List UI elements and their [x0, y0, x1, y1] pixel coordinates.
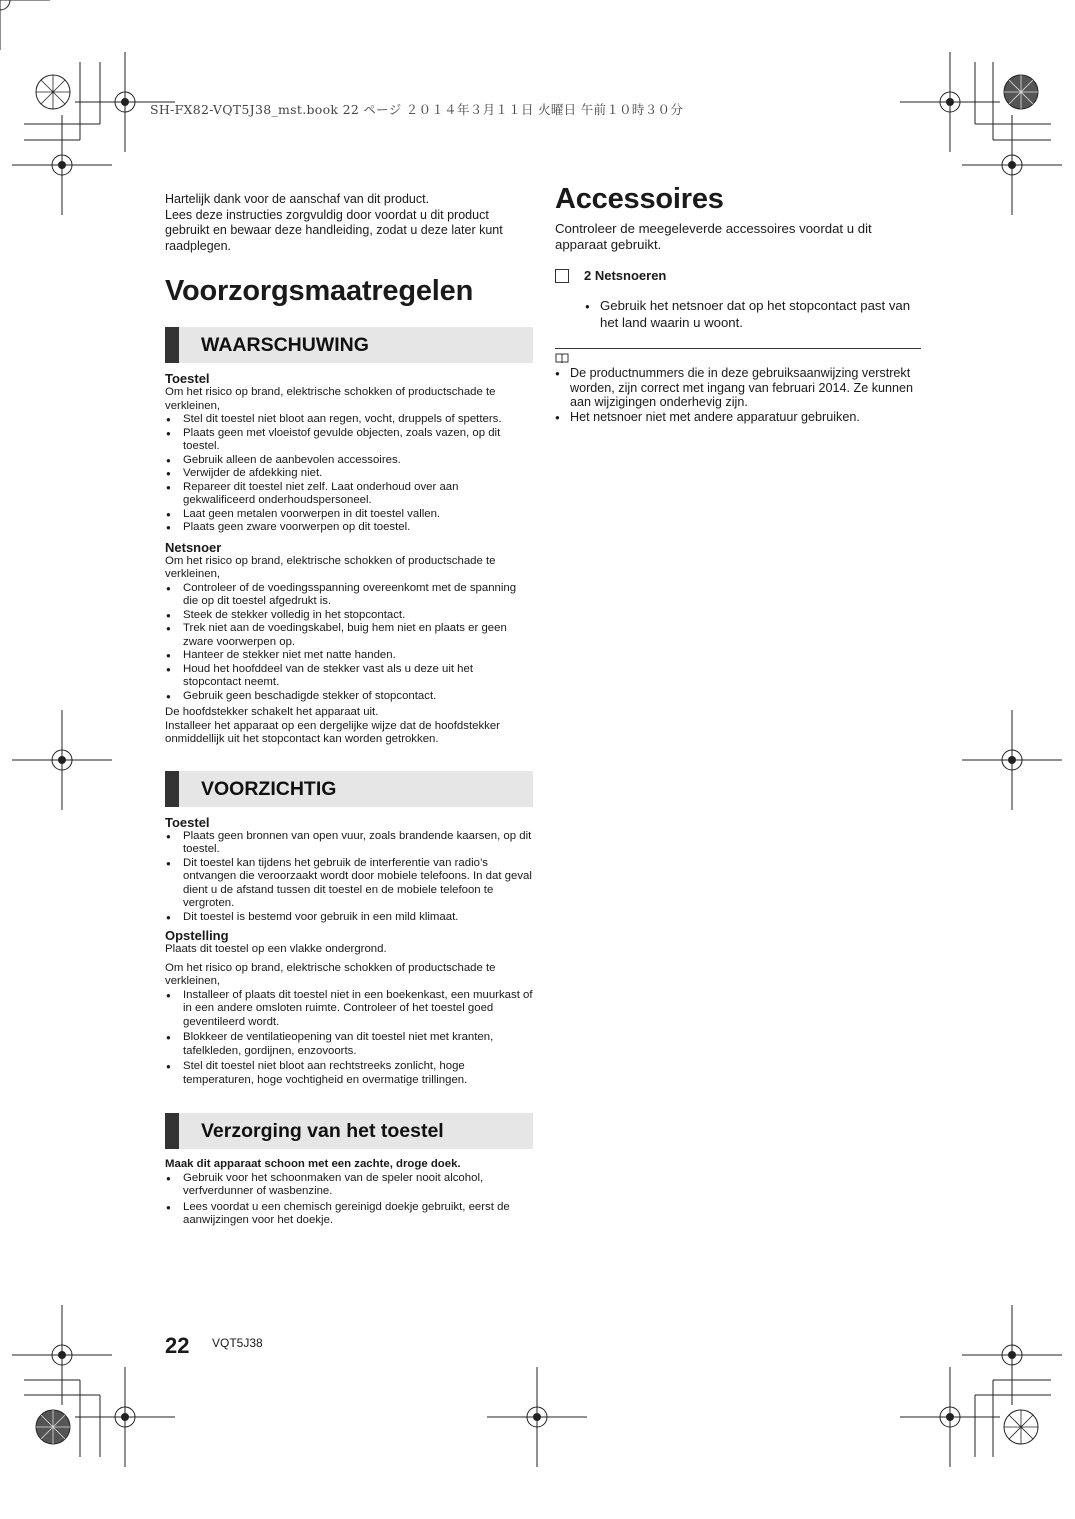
list-item: ● Laat geen metalen voorwerpen in dit toestel vallen. [165, 508, 533, 522]
book-icon [555, 353, 569, 364]
caution-opstelling-list [165, 989, 533, 1088]
list-item: ● Verwijder de afdekking niet. [165, 467, 533, 481]
list-item: ● Gebruik alleen de aanbevolen accessoires. [165, 454, 533, 468]
caution-toestel-title: Toestel [165, 814, 210, 830]
list-item: ● De productnummers die in deze gebruiksaanwijzing verstrekt worden, zijn correct met ingang van februari 2014. Ze kunnen aan wijzigingen onderhevig zijn. [555, 366, 921, 410]
checkbox-icon [555, 269, 569, 283]
list-item: ● Controleer of de voedingsspanning overeenkomt met de spanning die op dit toestel afgedrukt is. [165, 582, 533, 609]
list-item: ● Stel dit toestel niet bloot aan rechtstreeks zonlicht, hoge temperaturen, hoge vochtigheid en overmatige trillingen. [165, 1060, 533, 1087]
intro-line-2: Lees deze instructies zorgvuldig door voordat u dit product gebruikt en bewaar deze handleiding, zodat u deze later kunt raadplegen. [165, 207, 503, 253]
document-code: VQT5J38 [212, 1336, 263, 1350]
list-item: ● Plaats geen zware voorwerpen op dit toestel. [165, 521, 533, 535]
list-item: ● Trek niet aan de voedingskabel, buig hem niet en plaats er geen zware voorwerpen op. [165, 622, 533, 649]
list-item: ● Plaats geen met vloeistof gevulde objecten, zoals vazen, op dit toestel. [165, 427, 533, 454]
list-item: ● Het netsnoer niet met andere apparatuur gebruiken. [555, 410, 921, 425]
right-column [555, 183, 921, 424]
warning-toestel-title: Toestel [165, 371, 210, 386]
notes-divider [555, 348, 921, 349]
accessory-note-list [585, 298, 921, 331]
print-slug: SH-FX82-VQT5J38_mst.book 22 ページ ２０１４年３月１１日 火曜日 午前１０時３０分 [150, 102, 684, 117]
heading-bar [165, 327, 179, 363]
warning-toestel-list [165, 413, 533, 535]
warning-heading [165, 327, 533, 363]
warning-toestel-text: Om het risico op brand, elektrische schokken of productschade te verkleinen, [165, 386, 496, 412]
caution-heading [165, 771, 533, 807]
intro-line-1: Hartelijk dank voor de aanschaf van dit product. [165, 192, 430, 206]
list-item: ● Hanteer de stekker niet met natte handen. [165, 649, 533, 663]
list-item: ● Dit toestel kan tijdens het gebruik de interferentie van radio’s ontvangen die veroorzaakt wordt door mobiele telefoons. In dat geval dient u de afstand tussen dit toestel en de mobiele telefoon te vergroten. [165, 857, 533, 911]
caution-opstelling-title: Opstelling [165, 928, 229, 943]
heading-bar [165, 1113, 179, 1149]
caution-heading-label: VOORZICHTIG [201, 777, 337, 800]
notes-list [555, 366, 921, 424]
warning-netsnoer-title: Netsnoer [165, 539, 222, 555]
list-item: ● Gebruik het netsnoer dat op het stopcontact past van het land waarin u woont. [585, 298, 921, 331]
list-item: ● Repareer dit toestel niet zelf. Laat onderhoud over aan gekwalificeerd onderhoudspersoneel. [165, 481, 533, 508]
warning-after-2: Installeer het apparaat op een dergelijke wijze dat de hoofdstekker onmiddellijk uit het stopcontact kan worden getrokken. [165, 719, 500, 745]
list-item: ● Gebruik geen beschadigde stekker of stopcontact. [165, 690, 533, 704]
warning-heading-label: WAARSCHUWING [201, 334, 369, 356]
list-item: ● Houd het hoofddeel van de stekker vast als u deze uit het stopcontact neemt. [165, 663, 533, 690]
list-item: ● Gebruik voor het schoonmaken van de speler nooit alcohol, verfverdunner of wasbenzine. [165, 1172, 533, 1199]
list-item: ● Lees voordat u een chemisch gereinigd doekje gebruikt, eerst de aanwijzingen voor het doekje. [165, 1201, 533, 1228]
care-heading [165, 1113, 533, 1149]
list-item: ● Plaats geen bronnen van open vuur, zoals brandende kaarsen, op dit toestel. [165, 830, 533, 857]
list-item: ● Installeer of plaats dit toestel niet in een boekenkast, een muurkast of in een andere omsloten ruimte. Controleer of het toestel goed geventileerd wordt. [165, 989, 533, 1030]
accessories-text: Controleer de meegeleverde accessoires voordat u dit apparaat gebruikt. [555, 221, 872, 252]
list-item: ● Stel dit toestel niet bloot aan regen, vocht, druppels of spetters. [165, 413, 533, 427]
accessory-item [555, 268, 921, 283]
list-item: ● Steek de stekker volledig in het stopcontact. [165, 609, 533, 623]
accessories-title: Accessoires [555, 183, 724, 215]
list-item: ● Blokkeer de ventilatieopening van dit toestel niet met kranten, tafelkleden, gordijnen, enzovoorts. [165, 1031, 533, 1058]
care-lead: Maak dit apparaat schoon met een zachte, droge doek. [165, 1158, 461, 1170]
accessory-item-label: 2 Netsnoeren [584, 268, 667, 283]
care-heading-label: Verzorging van het toestel [201, 1120, 444, 1142]
page-number: 22 [165, 1333, 190, 1358]
warning-netsnoer-list [165, 582, 533, 704]
caution-toestel-list [165, 830, 533, 925]
warning-netsnoer-text: Om het risico op brand, elektrische schokken of productschade te verkleinen, [165, 554, 496, 580]
care-list [165, 1172, 533, 1228]
caution-opstelling-text-2: Om het risico op brand, elektrische schokken of productschade te verkleinen, [165, 961, 496, 987]
caution-opstelling-text-1: Plaats dit toestel op een vlakke ondergrond. [165, 943, 387, 955]
intro [165, 192, 533, 254]
list-item: ● Dit toestel is bestemd voor gebruik in een mild klimaat. [165, 911, 533, 925]
page-title: Voorzorgsmaatregelen [165, 275, 474, 307]
warning-after-1: De hoofdstekker schakelt het apparaat uit. [165, 706, 379, 718]
left-column [165, 192, 533, 1228]
heading-bar [165, 771, 179, 807]
